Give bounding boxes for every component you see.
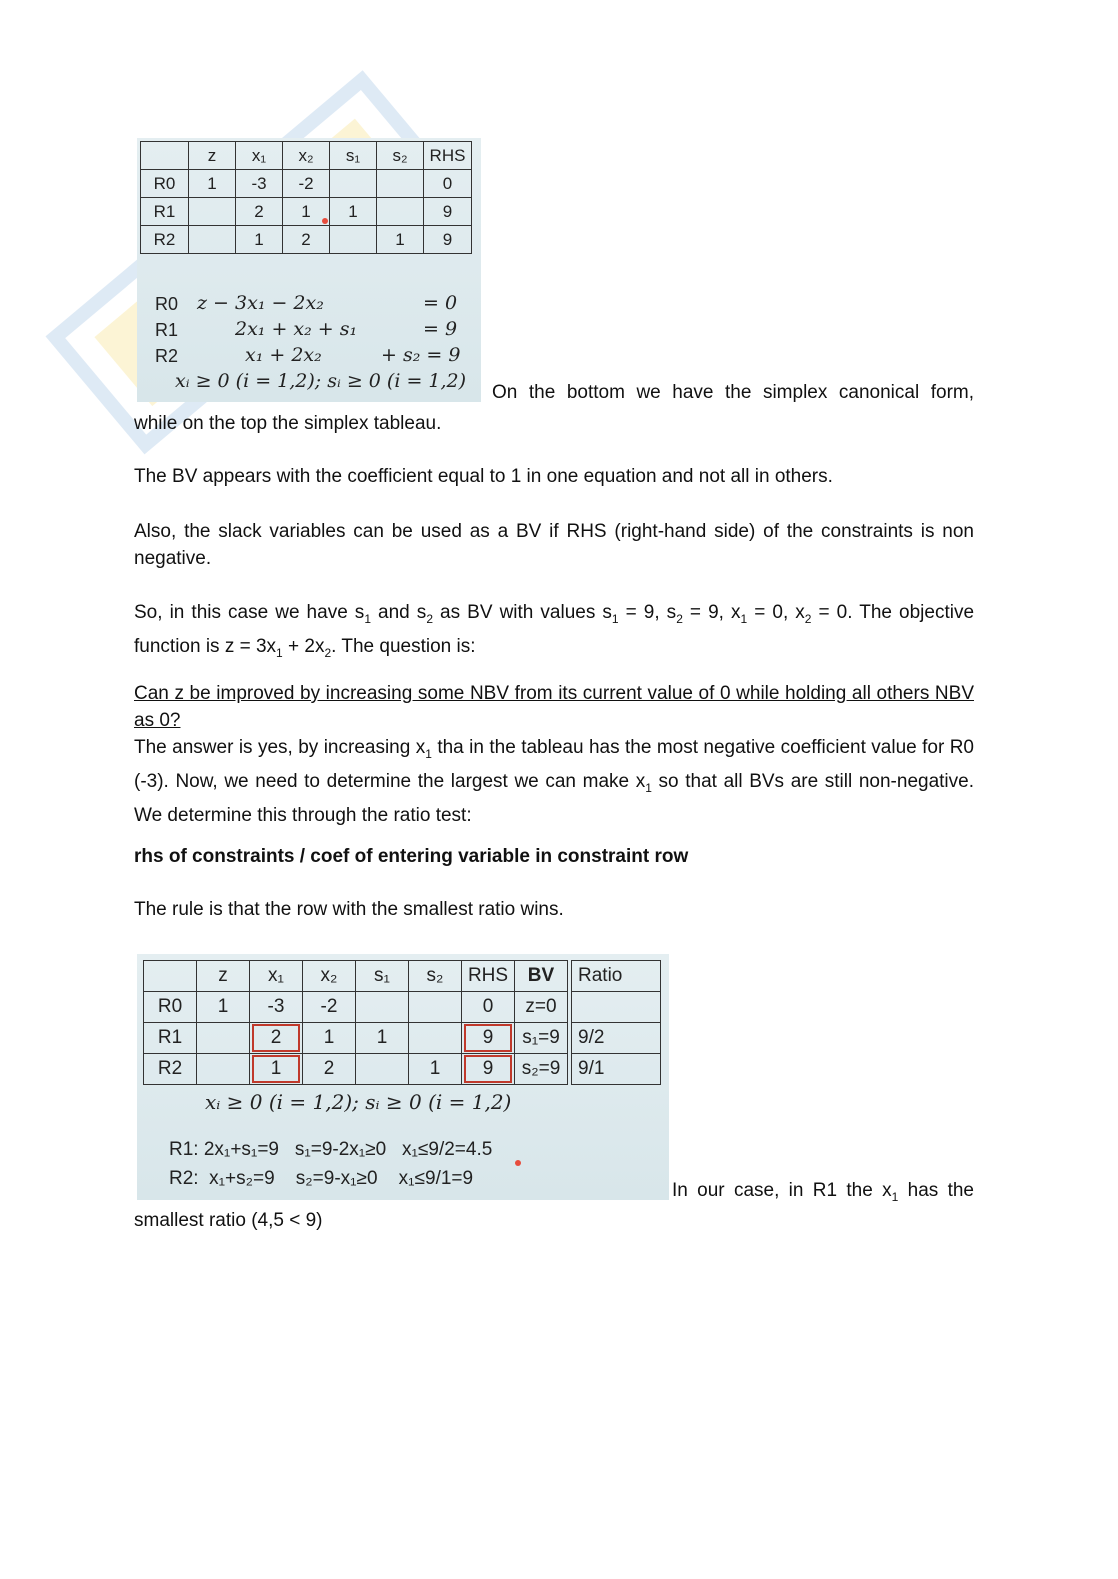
paragraph-result-rest: smallest ratio (4,5 < 9) [134, 1210, 323, 1231]
paragraph-intro-rest: while on the top the simplex tableau. [134, 413, 442, 434]
col-header: s₁ [330, 142, 377, 170]
paragraph-slack: Also, the slack variables can be used as a BV if RHS (right-hand side) of the constraints is non negative. [134, 521, 974, 569]
ratio-eq-r1: R1: 2x₁+s₁=9 s₁=9-2x₁≥0 x₁≤9/2=4.5 [169, 1139, 493, 1160]
paragraph-current-bv: So, in this case we have $s_1$ and $s_2$ as BV with values $s_1 = 9$, $s_2 = 9$, $x_1 = 0$, $x_2 = 0$. The objective function is $z = 3x_1 + 2x_2$. The question is: [134, 602, 975, 660]
col-header: s₂ [409, 961, 462, 992]
paragraph-rule: The rule is that the row with the smallest ratio wins. [134, 899, 564, 920]
canonical-form [137, 138, 481, 402]
table-row: R0 1 -3 -2 0 [141, 170, 472, 198]
col-header: BV [515, 961, 568, 992]
paragraph-intro-right: On the bottom we have the simplex canonical form, [492, 382, 974, 403]
col-header: RHS [424, 142, 472, 170]
paragraph-bv: The BV appears with the coefficient equal to 1 in one equation and not all in others. [134, 466, 833, 487]
col-header: x₁ [250, 961, 303, 992]
col-header: z [189, 142, 236, 170]
eq-r1-rhs: = 9 [423, 318, 458, 340]
table-row: R2 1 2 1 9 s₂=9 9/1 [144, 1054, 661, 1085]
col-header: x₂ [283, 142, 330, 170]
col-header: RHS [462, 961, 515, 992]
question-text: Can z be improved by increasing some NBV from its current value of 0 while holding all others NBV as 0? [134, 683, 974, 731]
col-header: Ratio [572, 961, 661, 992]
table-header-row [144, 961, 661, 992]
ratio-eq-r2: R2: x₁+s₂=9 s₂=9-x₁≥0 x₁≤9/1=9 [169, 1168, 474, 1189]
col-header: s₁ [356, 961, 409, 992]
highlight-box: 1 [252, 1055, 300, 1083]
ratio-rule-heading: rhs of constraints / coef of entering variable in constraint row [134, 846, 689, 867]
table-row: R2 1 2 1 9 [141, 226, 472, 254]
ratio-test-tableau [143, 960, 661, 1085]
eq-r0: z − 3x₁ − 2x₂ [197, 292, 324, 314]
eq-label: R0 [155, 294, 179, 314]
simplex-tableau-image [137, 138, 481, 402]
highlight-box: 9 [464, 1024, 512, 1052]
cursor-dot [515, 1160, 521, 1166]
nonneg-constraint: xᵢ ≥ 0 (i = 1,2); sᵢ ≥ 0 (i = 1,2) [205, 1090, 512, 1114]
col-header: z [197, 961, 250, 992]
highlight-box: 9 [464, 1055, 512, 1083]
table-row: R1 2 1 1 9 [141, 198, 472, 226]
col-header: s₂ [377, 142, 424, 170]
col-header: x₂ [303, 961, 356, 992]
eq-label: R2 [155, 346, 179, 366]
highlight-box: 2 [252, 1024, 300, 1052]
eq-r0-rhs: = 0 [423, 292, 458, 314]
ratio-test-image [137, 954, 669, 1200]
eq-r2: x₁ + 2x₂ [245, 344, 322, 366]
eq-label: R1 [155, 320, 179, 340]
eq-r2-rhs: + s₂ = 9 [381, 344, 461, 366]
nonneg-constraint: xᵢ ≥ 0 (i = 1,2); sᵢ ≥ 0 (i = 1,2) [175, 370, 467, 392]
paragraph-result-right: In our case, in R1 the $x_1$ has the [672, 1180, 974, 1204]
paragraph-answer: The answer is yes, by increasing $x_1$ tha in the tableau has the most negative coefficient value for R0 (-3). Now, we need to determine the largest we can make $x_1$ so that all BVs are still non-negative. We determine this through the ratio test: [134, 737, 975, 826]
eq-r1: 2x₁ + x₂ + s₁ [235, 318, 358, 340]
table-row: R1 2 1 1 9 s₁=9 9/2 [144, 1023, 661, 1054]
col-header: x₁ [236, 142, 283, 170]
table-row: R0 1 -3 -2 0 z=0 [144, 992, 661, 1023]
